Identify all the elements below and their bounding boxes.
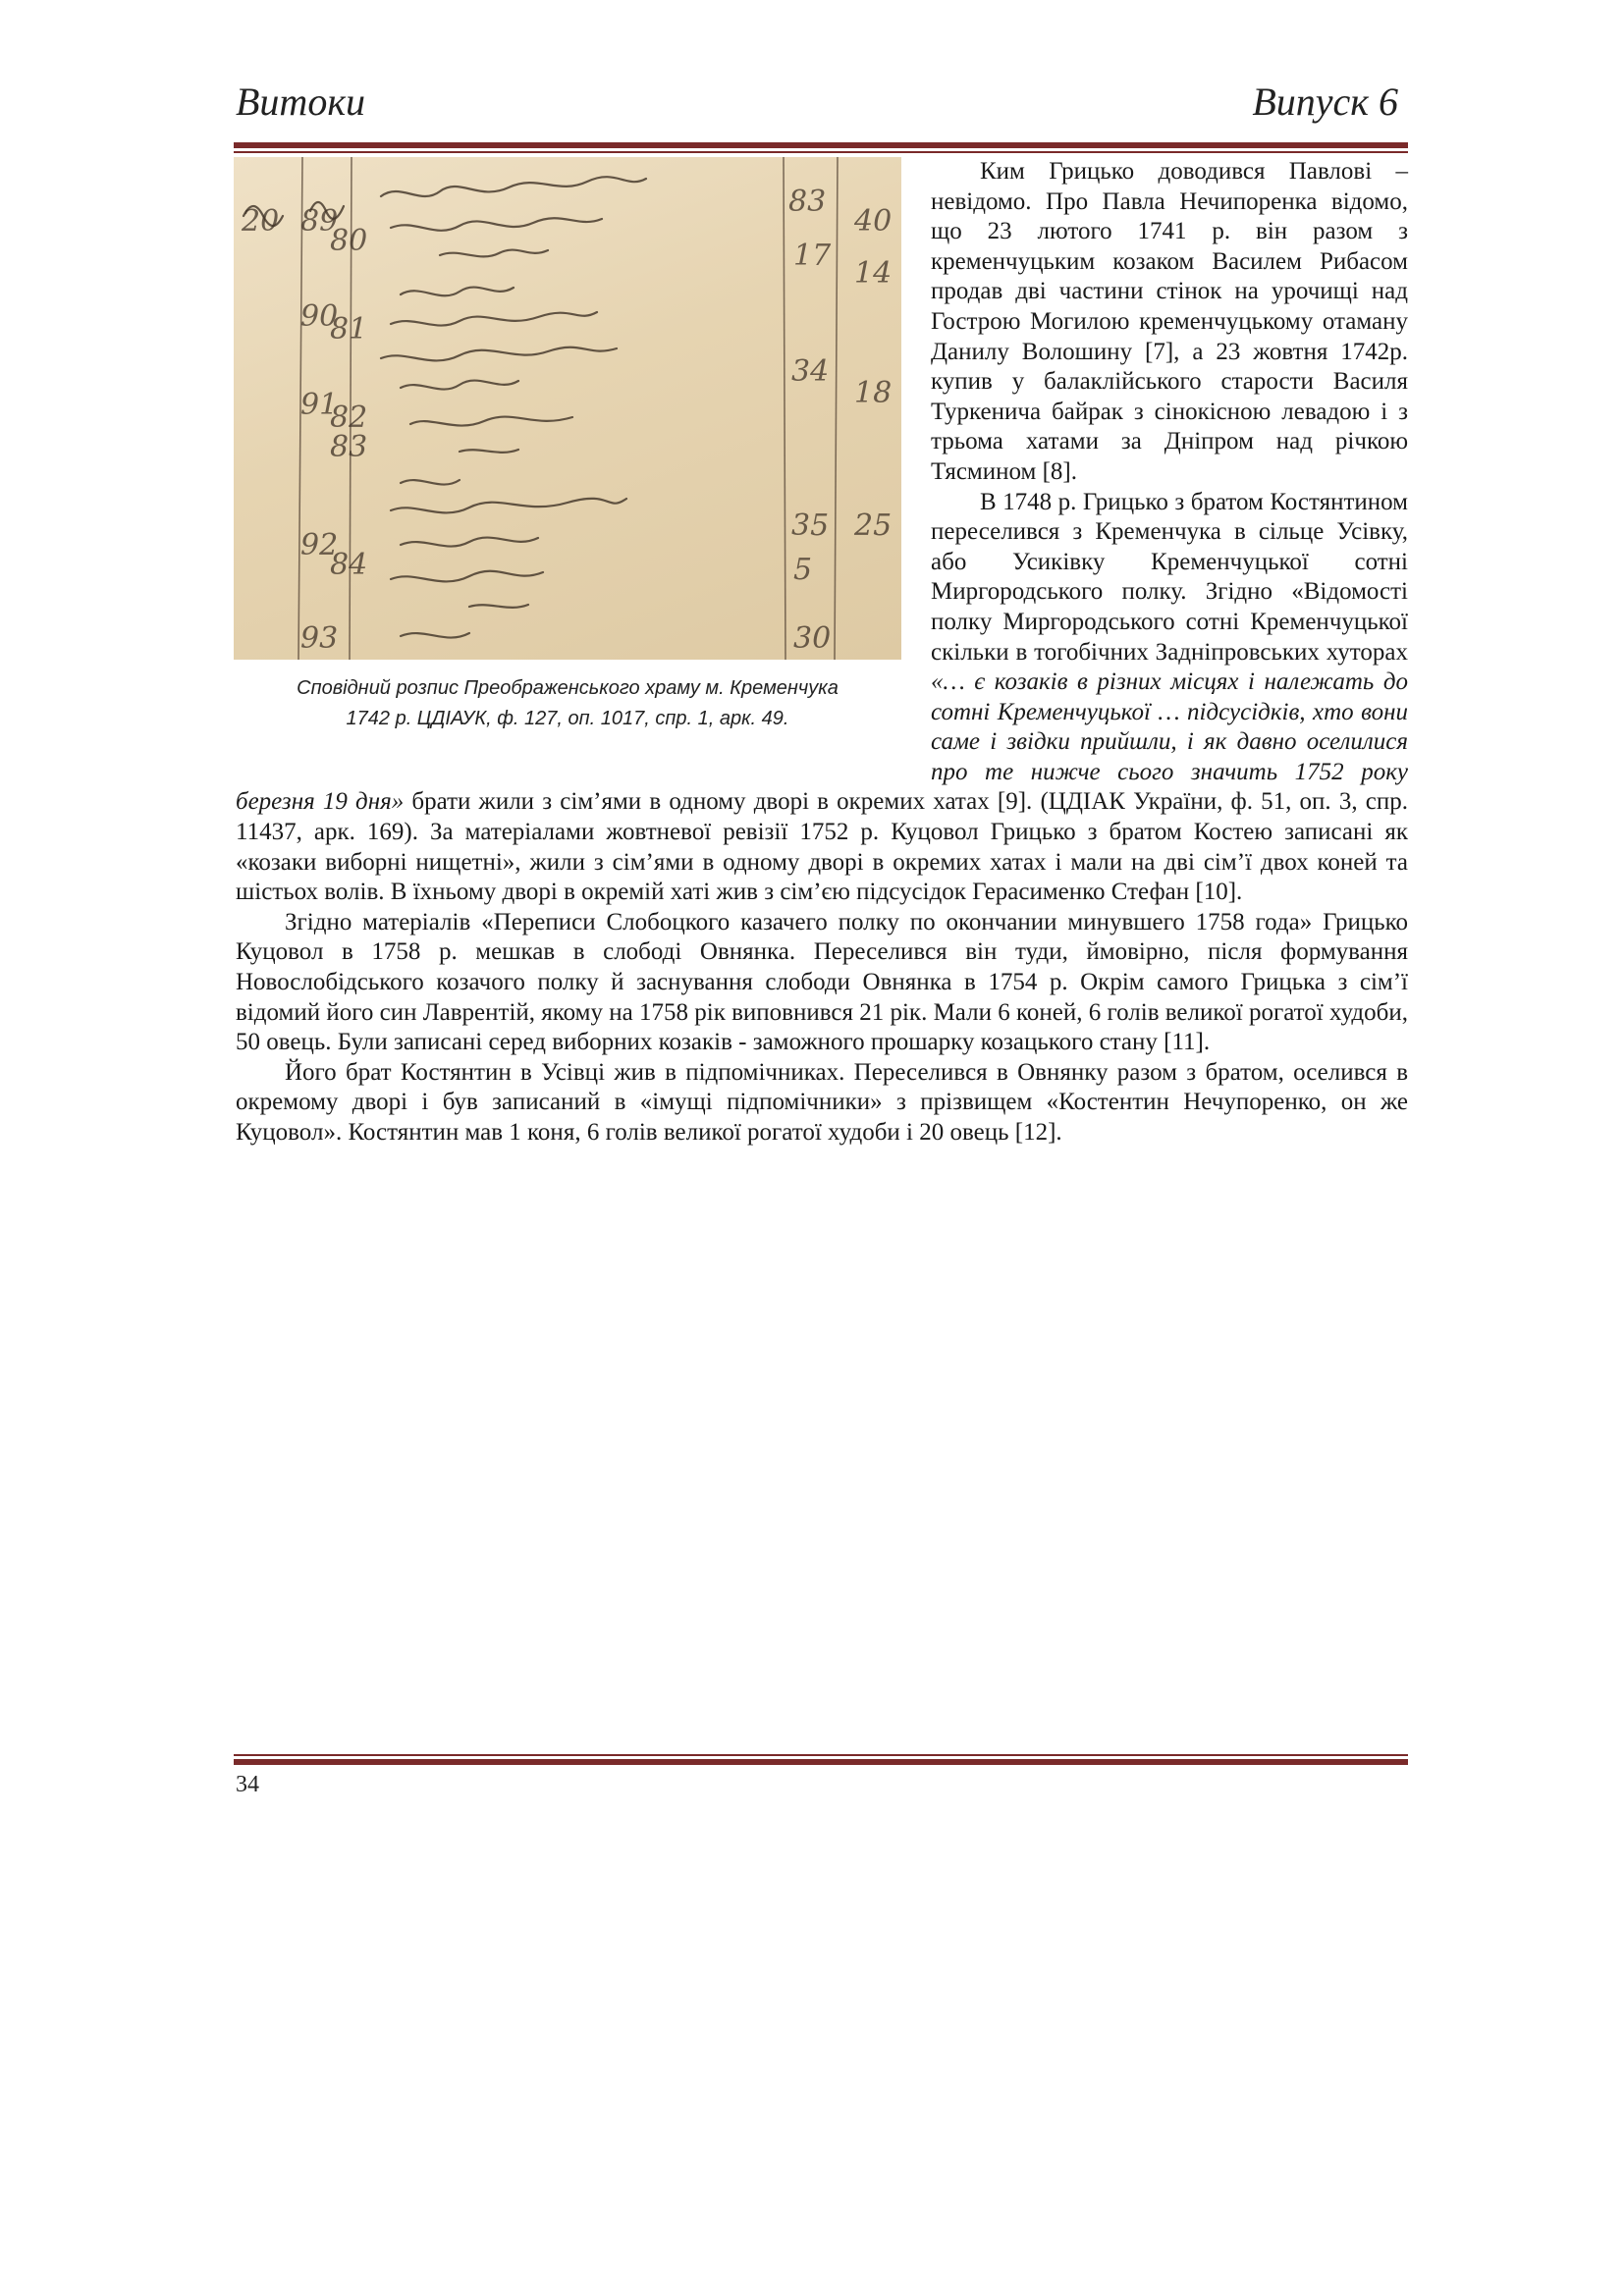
svg-text:17: 17 (793, 239, 832, 273)
page-number: 34 (236, 1772, 259, 1797)
svg-text:89: 89 (300, 204, 339, 239)
svg-text:25: 25 (854, 508, 893, 543)
article-body (236, 157, 1408, 1148)
header-rule (234, 142, 1408, 153)
svg-text:84: 84 (330, 548, 368, 582)
paragraph-2-start: В 1748 р. Грицько з братом Костянтином переселився з Кременчука в сільце Усівку, або Усиківку Кременчуцької сотні Миргородського полку. Згідно «Відомості полку Миргородського сотні Кременчуцької скільки в тогобічних Задніпровських хуторах (931, 488, 1408, 666)
svg-text:81: 81 (330, 312, 368, 347)
svg-text:83: 83 (788, 185, 827, 219)
svg-text:90: 90 (300, 299, 339, 334)
svg-text:40: 40 (854, 204, 893, 239)
issue-label: Випуск 6 (1252, 80, 1398, 124)
paragraph-1: Ким Грицько доводився Павлові – невідомо. Про Павла Нечипоренка відомо, що 23 лютого 1741 р. він разом з кременчуцьким козаком Василем Рибасом продав дві частини стінок на урочищі над Гострою Могилою кременчуцькому отаману Данилу Волошину [7], а 23 жовтня 1742р. купив у балаклійського старости Василя Туркенича байрак з сінокісною левадою і з трьома хатами за Дніпром над річкою Тясмином [8]. (931, 158, 1408, 485)
paragraph-3: Згідно матеріалів «Переписи Слобоцкого казачего полку по окончании минувшего 1758 года» Грицько Куцовол в 1758 р. мешкав в слободі Овнянка. Переселився він туди, ймовірно, після формування Новослобідського козачого полку й заснування слободи Овнянка в 1754 р. Окрім самого Грицька з сім’ї відомий його син Лаврентій, якому на 1758 рік виповнився 21 рік. Мали 6 коней, 6 голів великої рогатої худоби, 50 овець. Були записані серед виборних козаків - заможного прошарку козацького стану [11]. (236, 908, 1408, 1056)
svg-text:91: 91 (300, 388, 339, 422)
svg-text:34: 34 (791, 354, 830, 389)
svg-text:30: 30 (793, 621, 832, 656)
svg-text:93: 93 (300, 621, 339, 656)
paragraph-4: Його брат Костянтин в Усівці жив в підпомічниках. Переселився в Овнянку разом з братом, оселився в окремому дворі і був записаний в «імущі підпомічники» з прізвищем «Костентин Нечупоренко, он же Куцовол». Костянтин мав 1 коня, 6 голів великої рогатої худоби і 20 овець [12]. (236, 1058, 1408, 1146)
svg-text:92: 92 (300, 528, 339, 562)
paragraph-2-quote: «… є козаків в різних місцях і належать до сотні Кременчуцької … підсусідків, хто вони саме і звідки прийшли, і як давно оселилися про те нижче сього значить 1752 року березня 19 дня» (236, 668, 1408, 816)
svg-text:82: 82 (330, 400, 368, 435)
caption-line-2: 1742 р. ЦДІАУК, ф. 127, оп. 1017, спр. 1, арк. 49. (346, 708, 789, 729)
svg-text:18: 18 (854, 376, 893, 410)
svg-text:20: 20 (242, 204, 280, 239)
svg-text:80: 80 (330, 224, 368, 258)
caption-line-1: Сповідний розпис Преображенського храму м. Кременчука (297, 677, 839, 699)
journal-title: Витоки (236, 80, 366, 124)
svg-text:35: 35 (791, 508, 830, 543)
svg-text:5: 5 (793, 553, 813, 587)
svg-text:14: 14 (854, 256, 893, 291)
svg-text:83: 83 (330, 430, 368, 464)
paragraph-2-end: брати жили з сім’ями в одному дворі в окремих хатах [9]. (ЦДІАК України, ф. 51, оп. 3, спр. 11437, арк. 169). За матеріалами жовтневої ревізії 1752 р. Куцовол Грицько з братом Костею записані як «козаки виборні нищетні», жили з сім’ями в одному дворі в окремих хатах і мали на дві сім’ї двох коней та шістьох волів. В їхньому дворі в окремій хаті жив з сім’єю підсусідок Герасименко Стефан [10]. (236, 788, 1408, 906)
footer-rule (234, 1754, 1408, 1765)
